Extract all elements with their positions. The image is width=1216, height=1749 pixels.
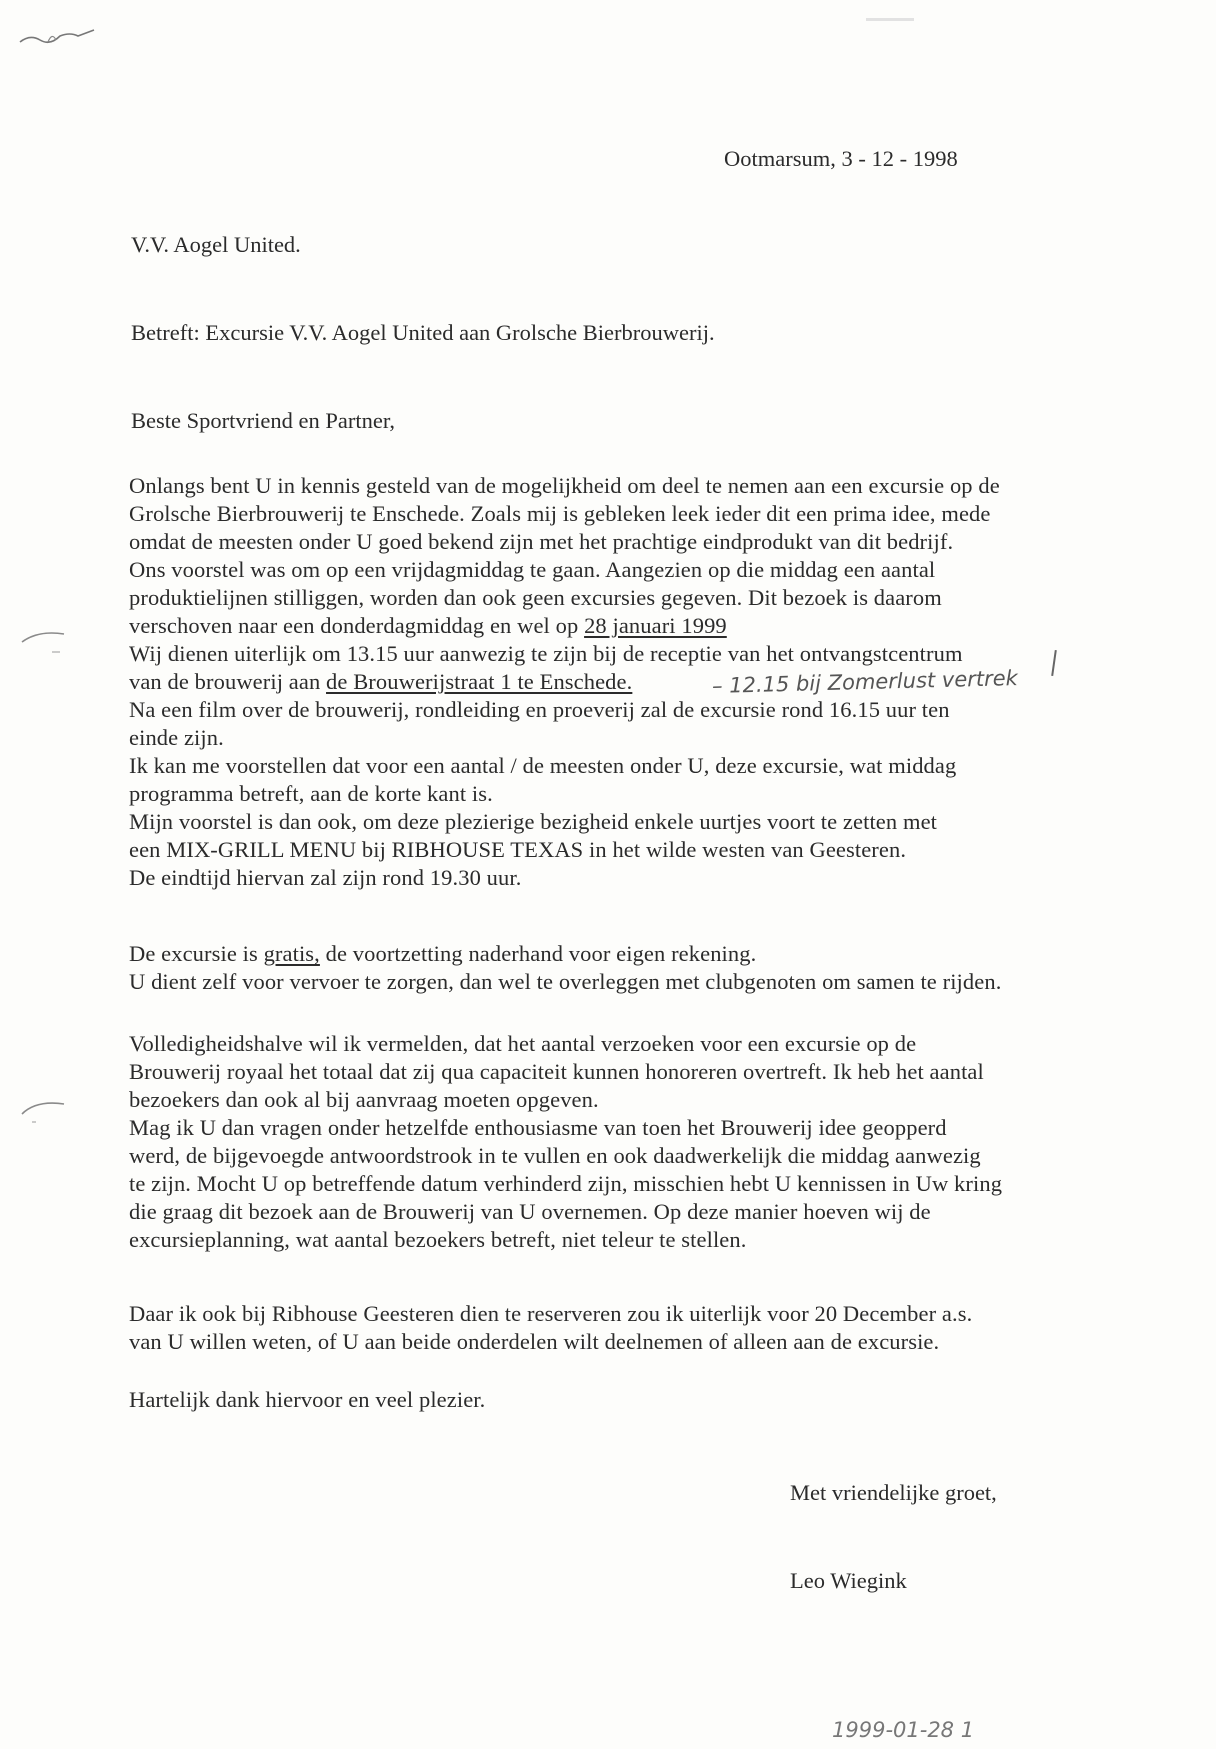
- p1-line-1: Onlangs bent U in kennis gesteld van de mogelijkheid om deel te nemen aan een excursie op de: [129, 473, 1000, 498]
- p1-line-8: [129, 668, 632, 695]
- salutation: Beste Sportvriend en Partner,: [131, 408, 396, 433]
- p1-line-6-text: verschoven naar een donderdagmiddag en wel op: [129, 613, 585, 638]
- subject-line: Betreft: Excursie V.V. Aogel United aan Grolsche Bierbrouwerij.: [131, 320, 715, 345]
- p3-line-8: excursieplanning, wat aantal bezoekers betreft, niet teleur te stellen.: [129, 1227, 747, 1252]
- margin-tick-2: [18, 1094, 70, 1124]
- p1-line-8-text: van de brouwerij aan: [129, 669, 327, 694]
- p3-line-6: te zijn. Mocht U op betreffende datum verhinderd zijn, misschien hebt U kennissen in Uw kring: [129, 1171, 1003, 1196]
- p1-line-14: een MIX-GRILL MENU bij RIBHOUSE TEXAS in het wilde westen van Geesteren.: [129, 837, 907, 862]
- p1-line-6: [129, 612, 727, 639]
- handwritten-note: – 12.15 bij Zomerlust vertrek: [711, 666, 1019, 698]
- handwritten-stroke: [1051, 650, 1057, 676]
- p1-line-7: Wij dienen uiterlijk om 13.15 uur aanwezig te zijn bij de receptie van het ontvangstcentrum: [129, 641, 963, 666]
- archive-stamp: 1999-01-28 1: [832, 1718, 975, 1742]
- p4-line-2: van U willen weten, of U aan beide onderdelen wilt deelnemen of alleen aan de excursie.: [129, 1329, 940, 1354]
- p2-line-1: [129, 940, 756, 967]
- margin-tick-1: [18, 626, 70, 656]
- p2-line-1-text: De excursie is: [129, 941, 264, 966]
- p3-line-2: Brouwerij royaal het totaal dat zij qua capaciteit kunnen honoreren overtreft. Ik heb het aantal: [129, 1059, 984, 1084]
- p1-line-11: Ik kan me voorstellen dat voor een aantal / de meesten onder U, deze excursie, wat middag: [129, 753, 957, 778]
- p3-line-1: Volledigheidshalve wil ik vermelden, dat het aantal verzoeken voor een excursie op de: [129, 1031, 917, 1056]
- p4-line-1: Daar ik ook bij Ribhouse Geesteren dien te reserveren zou ik uiterlijk voor 20 December a.s.: [129, 1301, 973, 1326]
- place-date: Ootmarsum, 3 - 12 - 1998: [724, 146, 958, 171]
- p3-line-5: werd, de bijgevoegde antwoordstrook in te vullen en ook daadwerkelijk die middag aanwezig: [129, 1143, 981, 1168]
- p1-line-10: einde zijn.: [129, 725, 224, 750]
- p1-line-5: produktielijnen stilliggen, worden dan ook geen excursies gegeven. Dit bezoek is daarom: [129, 585, 942, 610]
- p2-line-1-rest: de voortzetting naderhand voor eigen rekening.: [319, 941, 757, 966]
- p1-line-12: programma betreft, aan de korte kant is.: [129, 781, 493, 806]
- p3-line-4: Mag ik U dan vragen onder hetzelfde enthousiasme van toen het Brouwerij idee geopperd: [129, 1115, 947, 1140]
- excursion-date: 28 januari 1999: [584, 613, 727, 638]
- thanks-line: Hartelijk dank hiervoor en veel plezier.: [129, 1387, 486, 1412]
- signature-name: Leo Wiegink: [790, 1568, 907, 1593]
- scribble-mark-top-left: [18, 24, 98, 48]
- p1-line-2: Grolsche Bierbrouwerij te Enschede. Zoals mij is gebleken leek ieder dit een prima idee, mede: [129, 501, 991, 526]
- brewery-address: de Brouwerijstraat 1 te Enschede.: [326, 669, 633, 694]
- scan-smudge-top: [866, 18, 914, 21]
- p1-line-3: omdat de meesten onder U goed bekend zijn met het prachtige eindprodukt van dit bedrijf.: [129, 529, 954, 554]
- closing: Met vriendelijke groet,: [790, 1480, 997, 1505]
- p1-line-4: Ons voorstel was om op een vrijdagmiddag te gaan. Aangezien op die middag een aantal: [129, 557, 936, 582]
- recipient: V.V. Aogel United.: [131, 232, 301, 257]
- p1-line-9: Na een film over de brouwerij, rondleiding en proeverij zal de excursie rond 16.15 uur ten: [129, 697, 950, 722]
- p1-line-13: Mijn voorstel is dan ook, om deze plezierige bezigheid enkele uurtjes voort te zetten met: [129, 809, 938, 834]
- p3-line-3: bezoekers dan ook al bij aanvraag moeten opgeven.: [129, 1087, 599, 1112]
- p3-line-7: die graag dit bezoek aan de Brouwerij van U overnemen. Op deze manier hoeven wij de: [129, 1199, 931, 1224]
- p2-line-2: U dient zelf voor vervoer te zorgen, dan wel te overleggen met clubgenoten om samen te rijden.: [129, 969, 1002, 994]
- p1-line-15: De eindtijd hiervan zal zijn rond 19.30 uur.: [129, 865, 522, 890]
- free-label: gratis,: [263, 941, 320, 966]
